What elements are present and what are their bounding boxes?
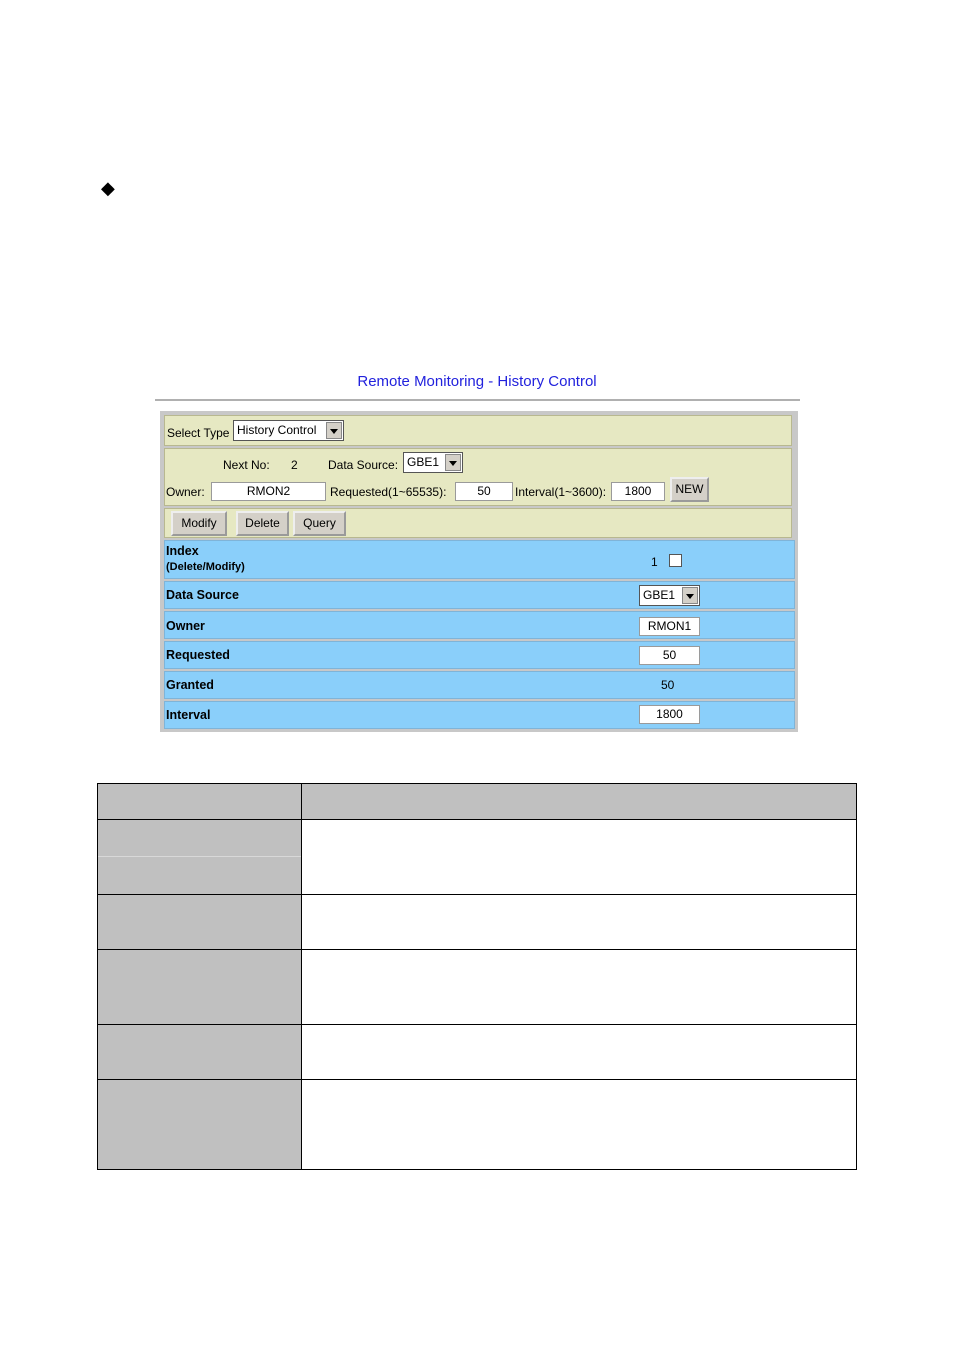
table-cell-label — [98, 950, 302, 1025]
select-type-row — [164, 415, 792, 446]
entry-requested-input[interactable]: 50 — [639, 646, 700, 665]
next-no-value: 2 — [291, 458, 298, 472]
granted-value: 50 — [661, 678, 675, 692]
table-row — [98, 950, 857, 1025]
index-value: 1 — [651, 555, 658, 569]
entry-data-source-dropdown[interactable]: GBE1 — [639, 585, 700, 606]
table-cell-label — [98, 820, 302, 895]
entry-interval-input[interactable]: 1800 — [639, 705, 700, 724]
index-sublabel: (Delete/Modify) — [166, 561, 245, 573]
table-row — [98, 820, 857, 895]
entry-interval-row — [164, 701, 795, 729]
table-cell-description — [302, 1025, 857, 1080]
table-header-row — [98, 784, 857, 820]
bullet-icon: ◆ — [101, 178, 115, 198]
data-source-label: Data Source — [166, 588, 239, 602]
table-cell-description — [302, 1080, 857, 1170]
entry-granted-row — [164, 671, 795, 699]
table-cell-description — [302, 895, 857, 950]
select-type-dropdown[interactable]: History Control — [233, 420, 344, 441]
delete-button[interactable]: Delete — [236, 511, 289, 536]
interval-label: Interval — [166, 708, 211, 722]
query-button[interactable]: Query — [293, 511, 346, 536]
requested-label: Requested — [166, 648, 230, 662]
requested-label: Requested(1~65535): — [330, 485, 447, 499]
select-type-label: Select Type — [167, 426, 230, 440]
actions-row — [164, 508, 792, 538]
entry-index-row — [164, 540, 795, 579]
entry-requested-row — [164, 641, 795, 669]
table-cell-description — [302, 820, 857, 895]
table-row — [98, 1080, 857, 1170]
chevron-down-icon — [682, 587, 698, 604]
index-checkbox[interactable] — [669, 554, 682, 567]
table-row — [98, 1025, 857, 1080]
new-entry-row — [164, 448, 792, 506]
entry-owner-input[interactable]: RMON1 — [639, 617, 700, 636]
next-no-label: Next No: — [223, 458, 270, 472]
table-row — [98, 895, 857, 950]
new-button[interactable]: NEW — [670, 477, 709, 502]
owner-label: Owner — [166, 619, 205, 633]
table-header-cell — [98, 784, 302, 820]
chevron-down-icon — [445, 454, 461, 471]
index-label: Index — [166, 544, 199, 558]
requested-input[interactable]: 50 — [455, 482, 513, 501]
title-divider — [155, 399, 800, 401]
entry-owner-row — [164, 611, 795, 639]
table-cell-label — [98, 1025, 302, 1080]
page-title: Remote Monitoring - History Control — [357, 373, 597, 390]
data-source-dropdown[interactable]: GBE1 — [403, 452, 463, 473]
owner-label: Owner: — [166, 485, 205, 499]
chevron-down-icon — [326, 422, 342, 439]
table-cell-label — [98, 1080, 302, 1170]
interval-input[interactable]: 1800 — [611, 482, 665, 501]
table-cell-description — [302, 950, 857, 1025]
data-source-label: Data Source: — [328, 458, 399, 472]
owner-input[interactable]: RMON2 — [211, 482, 326, 501]
entry-data-source-row — [164, 581, 795, 609]
modify-button[interactable]: Modify — [171, 511, 227, 536]
table-header-cell — [302, 784, 857, 820]
description-table — [97, 783, 857, 1170]
table-cell-label — [98, 895, 302, 950]
interval-label: Interval(1~3600): — [515, 485, 607, 499]
granted-label: Granted — [166, 678, 214, 692]
